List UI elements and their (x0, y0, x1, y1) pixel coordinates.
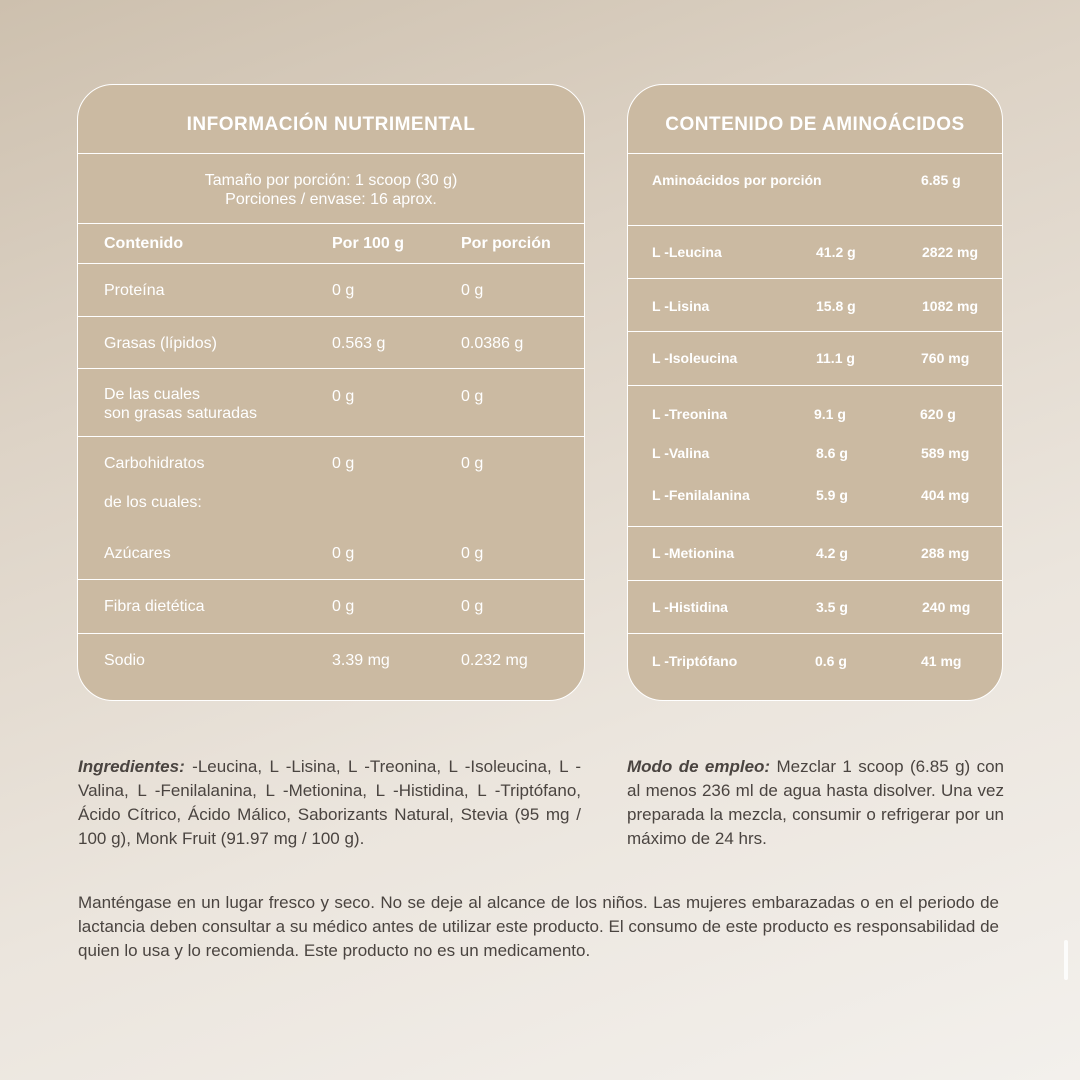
table-row (78, 316, 584, 368)
amino-per-serving-row (628, 153, 1002, 225)
row-per-portion: 0.232 mg (461, 652, 528, 669)
table-row (78, 368, 584, 436)
amino-per-100g: 4.2 g (816, 545, 848, 561)
amino-name: L -Lisina (652, 298, 710, 314)
row-name: Fibra dietética (104, 598, 205, 615)
row-name: Proteína (104, 282, 165, 299)
serving-info (78, 153, 584, 223)
row-per-portion: 0.0386 g (461, 335, 524, 352)
amino-per-portion: 240 mg (922, 599, 971, 615)
nutrition-facts-card (77, 84, 585, 701)
ingredients-paragraph (78, 755, 581, 851)
row-per-100g: 0 g (332, 598, 355, 615)
usage-text: Mezclar 1 scoop (6.85 g) con al menos 236 ml de agua hasta disolver. Una vez preparada la mezcla, consumir o refrigerar por un máximo de 24 hrs. (627, 757, 1004, 848)
table-row (78, 436, 584, 579)
amino-name: L -Treonina (652, 406, 728, 422)
row-name: Sodio (104, 652, 145, 669)
row-sub-per-100g: 0 g (332, 545, 355, 562)
amino-per-100g: 8.6 g (816, 445, 848, 461)
amino-name: L -Triptófano (652, 653, 738, 669)
table-row (78, 633, 584, 701)
table-row (628, 278, 1002, 331)
row-per-100g: 0.563 g (332, 335, 386, 352)
row-per-100g: 0 g (332, 388, 355, 405)
amino-name: L -Histidina (652, 599, 728, 615)
amino-per-serving-label: Aminoácidos por porción (652, 172, 822, 188)
header-per-100g: Por 100 g (332, 235, 405, 252)
amino-per-100g: 15.8 g (816, 298, 856, 314)
amino-name: L -Leucina (652, 244, 722, 260)
usage-paragraph (627, 755, 1004, 851)
table-row (628, 526, 1002, 580)
row-per-100g: 0 g (332, 282, 355, 299)
amino-title: CONTENIDO DE AMINOÁCIDOS (665, 114, 965, 135)
row-sub-label: de los cuales: (104, 494, 202, 511)
table-row (78, 263, 584, 316)
table-row (78, 579, 584, 633)
ingredients-label: Ingredientes: (78, 757, 185, 776)
table-row (628, 633, 1002, 701)
row-name-line2: son grasas saturadas (104, 405, 257, 422)
header-content: Contenido (104, 235, 184, 252)
amino-per-100g: 41.2 g (816, 244, 856, 260)
amino-acids-card (627, 84, 1003, 701)
row-per-portion: 0 g (461, 282, 484, 299)
amino-per-100g: 0.6 g (815, 653, 847, 669)
amino-per-portion: 2822 mg (922, 244, 979, 260)
amino-per-portion: 404 mg (921, 487, 970, 503)
ingredients-text: -Leucina, L -Lisina, L -Treonina, L -Isoleucina, L -Valina, L -Fenilalanina, L -Metionina, L -Histidina, L -Triptófano, Ácido Cítrico, Ácido Málico, Saborizants Natural, Stevia (95 mg / 100 g), Monk Fruit (91.97 mg / 100 g). (78, 757, 581, 848)
usage-label: Modo de empleo: (627, 757, 771, 776)
row-sub-name: Azúcares (104, 545, 171, 562)
row-per-portion: 0 g (461, 598, 484, 615)
serving-size: Tamaño por porción: 1 scoop (30 g) (204, 172, 458, 189)
table-row (628, 385, 1002, 526)
amino-name: L -Isoleucina (652, 350, 738, 366)
amino-per-100g: 3.5 g (816, 599, 848, 615)
nutrition-title: INFORMACIÓN NUTRIMENTAL (186, 114, 476, 135)
amino-per-100g: 5.9 g (816, 487, 848, 503)
amino-per-portion: 620 g (920, 406, 956, 422)
table-row (628, 331, 1002, 385)
table-row (628, 225, 1002, 278)
amino-per-serving-value: 6.85 g (921, 172, 961, 188)
row-name: Carbohidratos (104, 455, 205, 472)
amino-per-portion: 760 mg (921, 350, 970, 366)
amino-name: L -Fenilalanina (652, 487, 750, 503)
row-name: Grasas (lípidos) (104, 335, 217, 352)
amino-per-portion: 589 mg (921, 445, 970, 461)
amino-per-portion: 288 mg (921, 545, 970, 561)
decorative-bar (1064, 940, 1068, 980)
row-per-portion: 0 g (461, 455, 484, 472)
servings-per-container: Porciones / envase: 16 aprox. (225, 191, 437, 208)
row-sub-per-portion: 0 g (461, 545, 484, 562)
warning-paragraph: Manténgase en un lugar fresco y seco. No se deje al alcance de los niños. Las mujeres embarazadas o en el periodo de lactancia deben consultar a su médico antes de utilizar este producto. El consumo de este producto es responsabilidad de quien lo usa y lo recomienda. Este producto no es un medicamento. (78, 893, 999, 960)
header-per-portion: Por porción (461, 235, 551, 252)
nutrition-header-row (78, 223, 584, 263)
amino-name: L -Metionina (652, 545, 735, 561)
row-per-100g: 3.39 mg (332, 652, 390, 669)
table-row (628, 580, 1002, 633)
row-per-portion: 0 g (461, 388, 484, 405)
amino-per-100g: 9.1 g (814, 406, 846, 422)
amino-per-100g: 11.1 g (816, 350, 855, 366)
row-name-line1: De las cuales (104, 386, 201, 403)
amino-name: L -Valina (652, 445, 710, 461)
amino-per-portion: 1082 mg (922, 298, 979, 314)
amino-per-portion: 41 mg (921, 653, 962, 669)
row-per-100g: 0 g (332, 455, 355, 472)
